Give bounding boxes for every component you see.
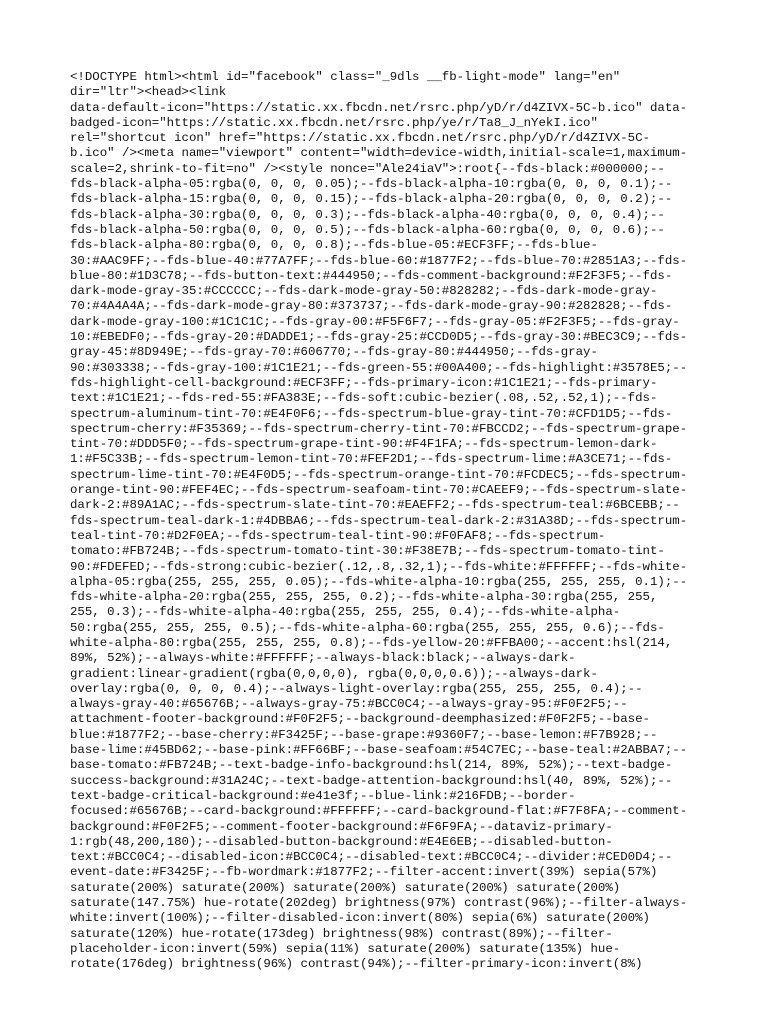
source-line: 30:#AAC9FF;--fds-blue-40:#77A7FF;--fds-blue-60:#1877F2;--fds-blue-70:#2851A3;--fds- — [70, 253, 688, 268]
source-line: tomato:#FB724B;--fds-spectrum-tomato-tint-30:#F38E7B;--fds-spectrum-tomato-tint- — [70, 544, 665, 559]
source-line: fds-spectrum-teal-dark-1:#4DBBA6;--fds-spectrum-teal-dark-2:#31A38D;--fds-spectrum- — [70, 513, 688, 528]
source-line: text:#BCC0C4;--disabled-icon:#BCC0C4;--disabled-text:#BCC0C4;--divider:#CED0D4;-- — [70, 850, 673, 865]
source-line: 1:#F5C33B;--fds-spectrum-lemon-tint-70:#FEF2D1;--fds-spectrum-lime:#A3CE71;--fds- — [70, 452, 673, 467]
source-line: fds-white-alpha-20:rgba(255, 255, 255, 0.2);--fds-white-alpha-30:rgba(255, 255, — [70, 590, 658, 605]
source-line: 255, 0.3);--fds-white-alpha-40:rgba(255, 255, 255, 0.4);--fds-white-alpha- — [70, 605, 621, 620]
source-line: data-default-icon="https://static.xx.fbcdn.net/rsrc.php/yD/r/d4ZIVX-5C-b.ico" data- — [70, 100, 688, 115]
source-line: spectrum-lime-tint-70:#E4F0D5;--fds-spectrum-orange-tint-70:#FCDEC5;--fds-spectrum- — [70, 467, 688, 482]
source-line: dir="ltr"><head><link — [70, 85, 227, 100]
source-line: scale=2,shrink-to-fit=no" /><style nonce="Ale24iaV">:root{--fds-black:#000000;-- — [70, 161, 665, 176]
source-line: attachment-footer-background:#F0F2F5;--background-deemphasized:#F0F2F5;--base- — [70, 712, 650, 727]
source-line: b.ico" /><meta name="viewport" content="width=device-width,initial-scale=1,maximum- — [70, 146, 688, 161]
source-line: spectrum-aluminum-tint-70:#E4F0F6;--fds-spectrum-blue-gray-tint-70:#CFD1D5;--fds- — [70, 406, 673, 421]
source-line: teal-tint-70:#D2F0EA;--fds-spectrum-teal-tint-90:#F0FAF8;--fds-spectrum- — [70, 528, 606, 543]
source-line: 90:#303338;--fds-gray-100:#1C1E21;--fds-green-55:#00A400;--fds-highlight:#3578E5;-- — [70, 360, 688, 375]
source-line: dark-2:#89A1AC;--fds-spectrum-slate-tint-70:#EAEFF2;--fds-spectrum-teal:#6BCEBB;-- — [70, 498, 680, 513]
source-line: 90:#FDEFED;--fds-strong:cubic-bezier(.12,.8,.32,1);--fds-white:#FFFFFF;--fds-white- — [70, 559, 688, 574]
source-line: <!DOCTYPE html><html id="facebook" class="_9dls __fb-light-mode" lang="en" — [70, 70, 621, 84]
source-line: fds-black-alpha-05:rgba(0, 0, 0, 0.05);--fds-black-alpha-10:rgba(0, 0, 0, 0.1);-- — [70, 177, 673, 192]
source-line: focused:#65676B;--card-background:#FFFFFF;--card-background-flat:#F7F8FA;--comment- — [70, 804, 688, 819]
source-line: blue:#1877F2;--base-cherry:#F3425F;--base-grape:#9360F7;--base-lemon:#F7B928;-- — [70, 727, 658, 742]
source-line: saturate(120%) hue-rotate(173deg) brightness(98%) contrast(89%);--filter- — [70, 926, 613, 941]
source-line: background:#F0F2F5;--comment-footer-background:#F6F9FA;--dataviz-primary- — [70, 819, 613, 834]
source-line: fds-black-alpha-15:rgba(0, 0, 0, 0.15);--fds-black-alpha-20:rgba(0, 0, 0, 0.2);-- — [70, 192, 673, 207]
source-line: badged-icon="https://static.xx.fbcdn.net/rsrc.php/ye/r/Ta8_J_nYekI.ico" — [70, 115, 598, 130]
source-line: blue-80:#1D3C78;--fds-button-text:#444950;--fds-comment-background:#F2F3F5;--fds- — [70, 268, 673, 283]
source-line: event-date:#F3425F;--fb-wordmark:#1877F2;--filter-accent:invert(39%) sepia(57%) — [70, 865, 658, 880]
source-line: fds-black-alpha-80:rgba(0, 0, 0, 0.8);--fds-blue-05:#ECF3FF;--fds-blue- — [70, 238, 598, 253]
source-line: fds-black-alpha-50:rgba(0, 0, 0, 0.5);--fds-black-alpha-60:rgba(0, 0, 0, 0.6);-- — [70, 222, 665, 237]
source-line: text:#1C1E21;--fds-red-55:#FA383E;--fds-soft:cubic-bezier(.08,.52,.52,1);--fds- — [70, 391, 658, 406]
html-source-text — [70, 70, 700, 973]
source-line: success-background:#31A24C;--text-badge-attention-background:hsl(40, 89%, 52%);-- — [70, 773, 673, 788]
source-line: rotate(176deg) brightness(96%) contrast(94%);--filter-primary-icon:invert(8%) — [70, 957, 643, 972]
source-line: white:invert(100%);--filter-disabled-icon:invert(80%) sepia(6%) saturate(200%) — [70, 911, 650, 926]
document-page — [70, 70, 700, 973]
source-line: tint-70:#DDD5F0;--fds-spectrum-grape-tint-90:#F4F1FA;--fds-spectrum-lemon-dark- — [70, 437, 658, 452]
source-line: placeholder-icon:invert(59%) sepia(11%) saturate(200%) saturate(135%) hue- — [70, 941, 621, 956]
source-line: spectrum-cherry:#F35369;--fds-spectrum-cherry-tint-70:#FBCCD2;--fds-spectrum-grape- — [70, 421, 688, 436]
source-line: saturate(147.75%) hue-rotate(202deg) brightness(97%) contrast(96%);--filter-always- — [70, 896, 688, 911]
source-line: fds-highlight-cell-background:#ECF3FF;--fds-primary-icon:#1C1E21;--fds-primary- — [70, 375, 658, 390]
source-line: alpha-05:rgba(255, 255, 255, 0.05);--fds-white-alpha-10:rgba(255, 255, 255, 0.1);-- — [70, 574, 688, 589]
source-line: dark-mode-gray-100:#1C1C1C;--fds-gray-00:#F5F6F7;--fds-gray-05:#F2F3F5;--fds-gray- — [70, 314, 680, 329]
source-line: 10:#EBEDF0;--fds-gray-20:#DADDE1;--fds-gray-25:#CCD0D5;--fds-gray-30:#BEC3C9;--fds- — [70, 330, 688, 345]
source-line: fds-black-alpha-30:rgba(0, 0, 0, 0.3);--fds-black-alpha-40:rgba(0, 0, 0, 0.4);-- — [70, 207, 665, 222]
source-line: white-alpha-80:rgba(255, 255, 255, 0.8);--fds-yellow-20:#FFBA00;--accent:hsl(214, — [70, 635, 673, 650]
source-line: gradient:linear-gradient(rgba(0,0,0,0), rgba(0,0,0,0.6));--always-dark- — [70, 666, 598, 681]
source-line: orange-tint-90:#FEF4EC;--fds-spectrum-seafoam-tint-70:#CAEEF9;--fds-spectrum-slate- — [70, 483, 688, 498]
source-line: 1:rgb(48,200,180);--disabled-button-background:#E4E6EB;--disabled-button- — [70, 834, 613, 849]
source-line: rel="shortcut icon" href="https://static.xx.fbcdn.net/rsrc.php/yD/r/d4ZIVX-5C- — [70, 131, 650, 146]
source-line: gray-45:#8D949E;--fds-gray-70:#606770;--fds-gray-80:#444950;--fds-gray- — [70, 345, 598, 360]
source-line: saturate(200%) saturate(200%) saturate(200%) saturate(200%) saturate(200%) — [70, 880, 621, 895]
source-line: base-lime:#45BD62;--base-pink:#FF66BF;--base-seafoam:#54C7EC;--base-teal:#2ABBA7;-- — [70, 743, 688, 758]
source-line: always-gray-40:#65676B;--always-gray-75:#BCC0C4;--always-gray-95:#F0F2F5;-- — [70, 697, 628, 712]
source-line: 70:#4A4A4A;--fds-dark-mode-gray-80:#373737;--fds-dark-mode-gray-90:#282828;--fds- — [70, 299, 673, 314]
source-line: base-tomato:#FB724B;--text-badge-info-background:hsl(214, 89%, 52%);--text-badge- — [70, 758, 673, 773]
source-line: 89%, 52%);--always-white:#FFFFFF;--always-black:black;--always-dark- — [70, 651, 576, 666]
source-line: 50:rgba(255, 255, 255, 0.5);--fds-white-alpha-60:rgba(255, 255, 255, 0.6);--fds- — [70, 620, 665, 635]
source-line: dark-mode-gray-35:#CCCCCC;--fds-dark-mode-gray-50:#828282;--fds-dark-mode-gray- — [70, 284, 658, 299]
source-line: text-badge-critical-background:#e41e3f;--blue-link:#216FDB;--border- — [70, 788, 576, 803]
source-line: overlay:rgba(0, 0, 0, 0.4);--always-light-overlay:rgba(255, 255, 255, 0.4);-- — [70, 681, 643, 696]
